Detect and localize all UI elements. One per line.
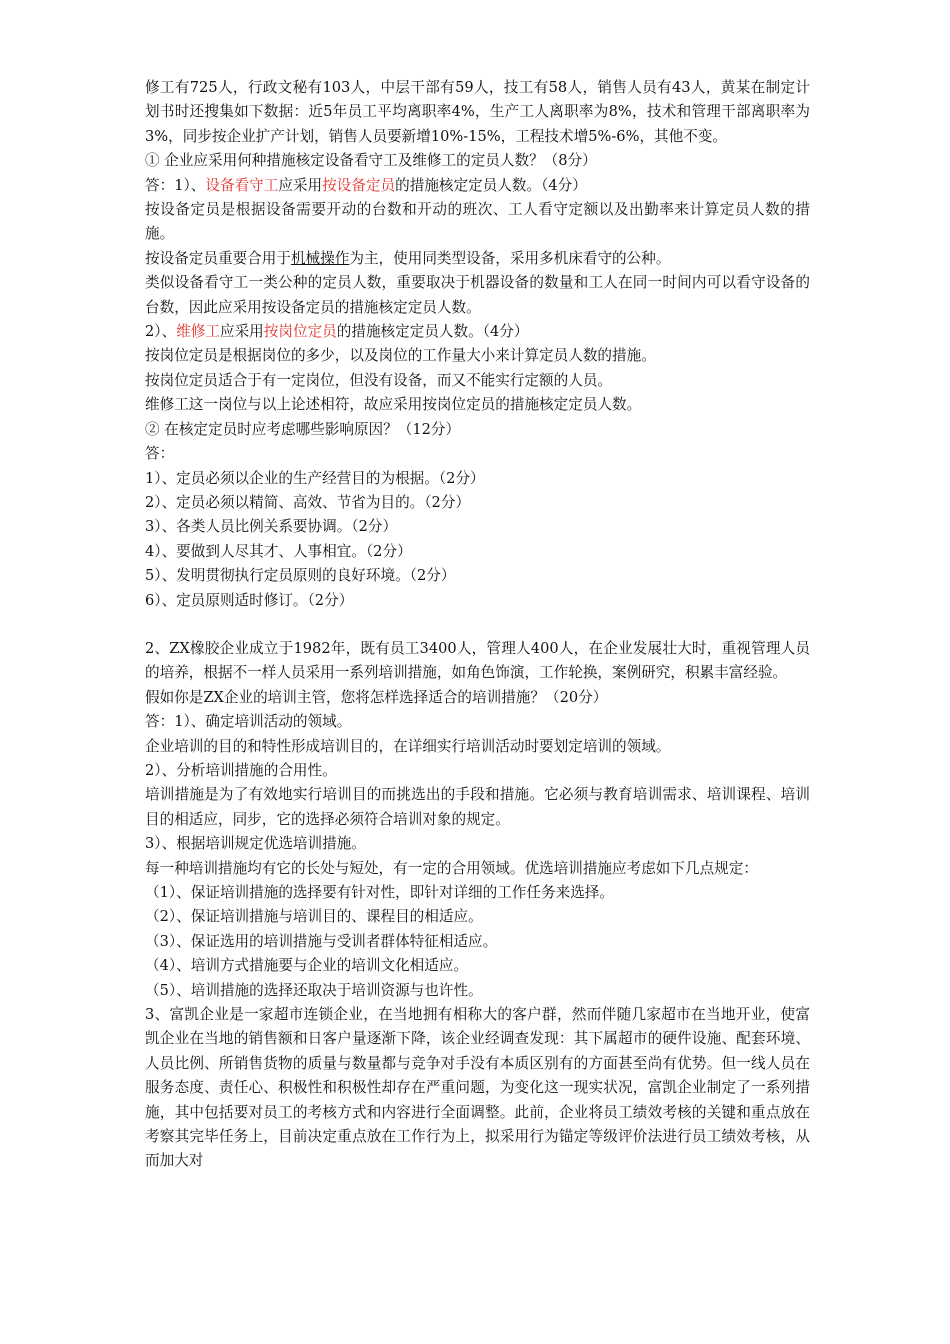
list-item: （2）、保证培训措施与培训目的、课程目的相适应。: [145, 908, 483, 926]
highlight-term: 维修工: [176, 323, 220, 341]
list-item: 5）、发明贯彻执行定员原则的良好环境。（2分）: [145, 567, 456, 585]
paragraph: 按岗位定员适合于有一定岗位，但没有设备，而又不能实行定额的人员。: [145, 371, 613, 389]
list-item: 2）、定员必须以精简、高效、节省为目的。（2分）: [145, 493, 471, 511]
text-span: 为主，使用同类型设备，采用多机床看守的公种。: [349, 249, 671, 267]
answer-text: 的措施核定定员人数。（4分）: [395, 176, 587, 194]
paragraph: 类似设备看守工一类公种的定员人数，重要取决于机器设备的数量和工人在同一时间内可以看守设备的台数，因此应采用按设备定员的措施核定定员人数。: [145, 274, 810, 316]
list-item: 1）、定员必须以企业的生产经营目的为根据。（2分）: [145, 469, 485, 487]
paragraph: [145, 247, 810, 271]
paragraph: 修工有725人，行政文秘有103人，中层干部有59人，技工有58人，销售人员有43人，黄某在制定计划书时还搜集如下数据：近5年员工平均离职率4%，生产工人离职率为8%，技术和管理干部离职率为3%，同步按企业扩产计划，销售人员要新增10%-15%，工程技术增5%-6%，其他不变。: [145, 79, 810, 145]
paragraph: 按设备定员是根据设备需要开动的台数和开动的班次、工人看守定额以及出勤率来计算定员人数的措施。: [145, 201, 810, 243]
text-span: 按设备定员重要合用于: [145, 249, 291, 267]
list-item: （3）、保证选用的培训措施与受训者群体特征相适应。: [145, 932, 498, 950]
paragraph: 答：1）、确定培训活动的领域。: [145, 713, 352, 731]
answer-1-line: [145, 174, 810, 198]
underlined-term: 机械操作: [290, 249, 350, 267]
answer-text: 应采用: [278, 176, 323, 194]
paragraph: 3）、根据培训规定优选培训措施。: [145, 835, 366, 853]
section-3-intro: 3、富凯企业是一家超市连锁企业，在当地拥有相称大的客户群，然而伴随几家超市在当地开业，使富凯企业在当地的销售额和日客户量逐渐下降，该企业经调查发现：其下属超市的硬件设施、配套环境、人员比例、所销售货物的质量与数量都与竞争对手没有本质区别有的方面甚至尚有优势。但一线人员在服务态度、责任心、积极性和积极性却存在严重问题，为变化这一现实状况，富凯企业制定了一系列措施，其中包括要对员工的考核方式和内容进行全面调整。此前，企业将员工绩效考核的关键和重点放在考察其完毕任务上，目前决定重点放在工作行为上，拟采用行为锚定等级评价法进行员工绩效考核，从而加大对: [145, 1006, 810, 1170]
question-3: 假如你是ZX企业的培训主管，您将怎样选择适合的培训措施？（20分）: [145, 688, 608, 706]
highlight-term: 按设备定员: [322, 176, 396, 194]
list-item: （4）、培训方式措施要与企业的培训文化相适应。: [145, 957, 469, 975]
list-item: （1）、保证培训措施的选择要有针对性，即针对详细的工作任务来选择。: [145, 884, 614, 901]
question-2: ② 在核定定员时应考虑哪些影响原因？（12分）: [145, 420, 461, 438]
highlight-term: 设备看守工: [205, 176, 279, 194]
answer-prefix: 答：1）、: [145, 176, 206, 194]
answer-label: 答：: [145, 445, 175, 463]
answer-text: 的措施核定定员人数。（4分）: [336, 323, 529, 341]
list-item: 6）、定员原则适时修订。（2分）: [145, 591, 354, 609]
paragraph: 按岗位定员是根据岗位的多少，以及岗位的工作量大小来计算定员人数的措施。: [145, 347, 656, 365]
answer-text: 应采用: [219, 323, 264, 341]
list-item: 3）、各类人员比例关系要协调。（2分）: [145, 518, 398, 536]
highlight-term: 按岗位定员: [263, 323, 337, 341]
list-item: 4）、要做到人尽其才、人事相宜。（2分）: [145, 542, 412, 560]
paragraph: 企业培训的目的和特性形成培训目的，在详细实行培训活动时要划定培训的领域。: [145, 737, 671, 755]
question-1: ① 企业应采用何种措施核定设备看守工及维修工的定员人数？（8分）: [145, 152, 597, 170]
paragraph: 每一种培训措施均有它的长处与短处，有一定的合用领域。优选培训措施应考虑如下几点规定：: [145, 859, 758, 877]
answer-2-line: [145, 320, 810, 344]
section-2-intro: 2、ZX橡胶企业成立于1982年，既有员工3400人，管理人400人，在企业发展壮大时，重视管理人员的培养，根据不一样人员采用一系列培训措施，如角色饰演，工作轮换，案例研究，积累丰富经验。: [145, 639, 810, 682]
paragraph: 维修工这一岗位与以上论述相符，故应采用按岗位定员的措施核定定员人数。: [145, 396, 642, 414]
answer-prefix: 2）、: [145, 323, 177, 341]
blank-line: [145, 613, 810, 637]
paragraph: 2）、分析培训措施的合用性。: [145, 761, 337, 779]
list-item: （5）、培训措施的选择还取决于培训资源与也许性。: [145, 981, 483, 999]
paragraph: 培训措施是为了有效地实行培训目的而挑选出的手段和措施。它必须与教育培训需求、培训课程、培训目的相适应，同步，它的选择必须符合培训对象的规定。: [145, 786, 810, 828]
